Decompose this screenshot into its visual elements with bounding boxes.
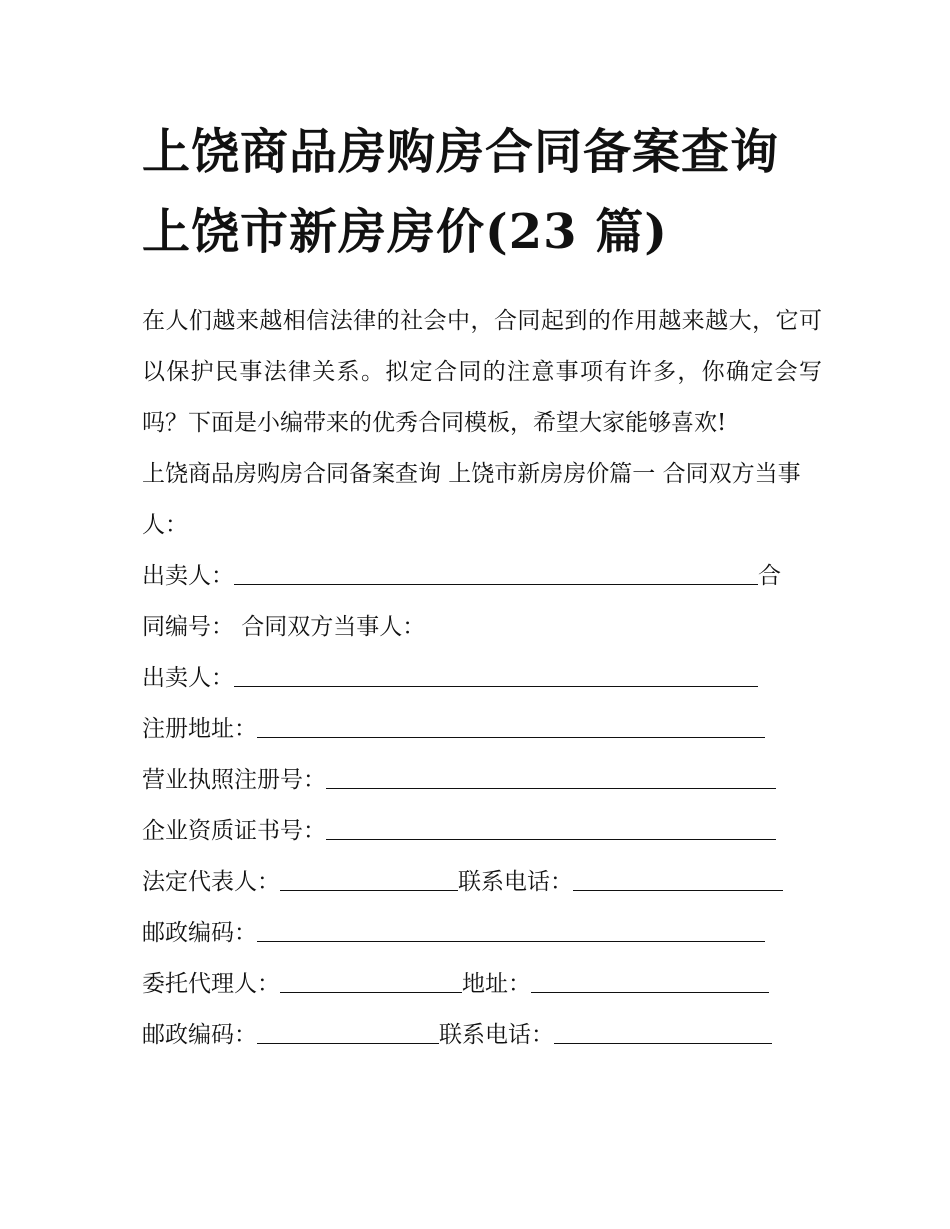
registered-address-field <box>142 704 822 755</box>
qualification-cert-label: 企业资质证书号： <box>142 818 326 844</box>
postcode-blank <box>257 919 765 942</box>
address-blank <box>531 970 769 993</box>
phone-blank <box>554 1021 772 1044</box>
section-heading: 上饶商品房购房合同备案查询 上饶市新房房价篇一 合同双方当事人： <box>142 461 801 538</box>
seller-blank <box>234 562 758 585</box>
registered-address-label: 注册地址： <box>142 716 257 742</box>
postcode-label: 邮政编码： <box>142 920 257 946</box>
seller-field-2 <box>142 653 822 704</box>
seller-label: 出卖人： <box>142 563 234 589</box>
postcode-field-2 <box>142 1010 822 1061</box>
business-license-field <box>142 755 822 806</box>
registered-address-blank <box>257 715 765 738</box>
document-page <box>142 112 822 1061</box>
business-license-label: 营业执照注册号： <box>142 767 326 793</box>
agent-field <box>142 959 822 1010</box>
legal-representative-field <box>142 857 822 908</box>
qualification-cert-blank <box>326 817 776 840</box>
legal-rep-blank <box>280 868 458 891</box>
phone-blank <box>573 868 783 891</box>
phone-label: 联系电话： <box>439 1022 554 1048</box>
address-label: 地址： <box>462 971 531 997</box>
postcode-field-1 <box>142 908 822 959</box>
qualification-cert-field <box>142 806 822 857</box>
contract-number-line: 同编号： 合同双方当事人： <box>142 614 426 640</box>
document-title-line-2: 上饶市新房房价(23 篇) <box>142 204 668 260</box>
seller-field-1 <box>142 551 822 602</box>
contract-char: 合 <box>758 563 781 589</box>
postcode-label: 邮政编码： <box>142 1022 257 1048</box>
legal-rep-label: 法定代表人： <box>142 869 280 895</box>
document-title-line-1: 上饶商品房购房合同备案查询 <box>142 124 780 180</box>
seller-blank <box>234 664 758 687</box>
seller-label: 出卖人： <box>142 665 234 691</box>
postcode-blank <box>257 1021 439 1044</box>
agent-label: 委托代理人： <box>142 971 280 997</box>
business-license-blank <box>326 766 776 789</box>
intro-paragraph: 在人们越来越相信法律的社会中，合同起到的作用越来越大，它可以保护民事法律关系。拟定合同的注意事项有许多，你确定会写吗？下面是小编带来的优秀合同模板，希望大家能够喜欢! <box>142 308 822 436</box>
phone-label: 联系电话： <box>458 869 573 895</box>
agent-blank <box>280 970 462 993</box>
